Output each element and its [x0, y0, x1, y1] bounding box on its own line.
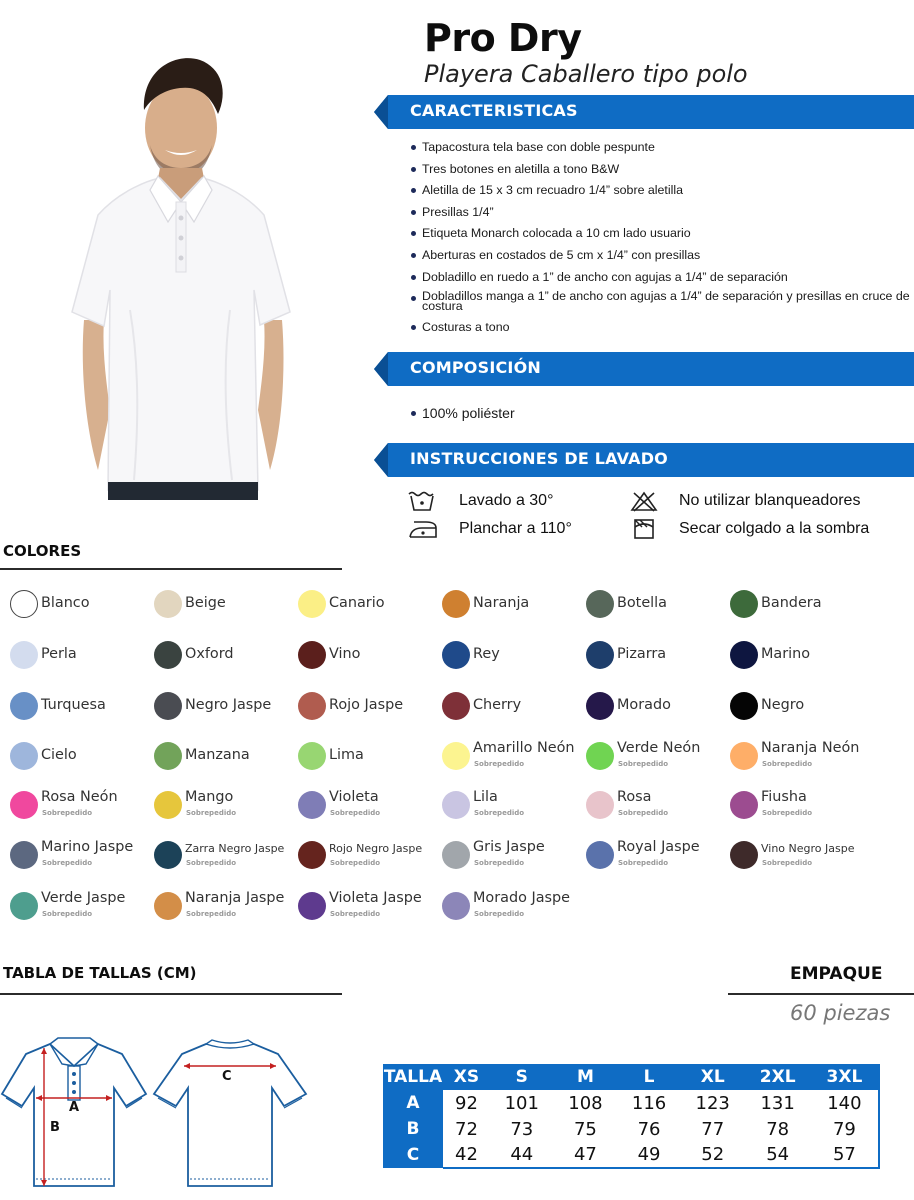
color-name: Pizarra	[617, 646, 667, 662]
size-cell: 52	[681, 1142, 745, 1168]
color-swatch	[298, 742, 326, 770]
color-swatch	[442, 692, 470, 720]
color-name: Violeta Jaspe	[329, 890, 422, 906]
sizes-title: TABLA DE TALLAS (CM)	[3, 964, 197, 982]
color-swatch	[442, 590, 470, 618]
color-name: Negro	[761, 697, 805, 713]
color-name: Cielo	[41, 747, 77, 763]
color-swatch	[154, 641, 182, 669]
size-cell: 72	[455, 1118, 478, 1140]
wash-banner	[374, 443, 914, 477]
color-note: Sobrepedido	[618, 859, 669, 867]
color-name: Cherry	[473, 697, 522, 713]
color-swatch	[298, 692, 326, 720]
color-name: Naranja	[473, 595, 530, 611]
color-name: Oxford	[185, 646, 234, 662]
color-note: Sobrepedido	[186, 809, 237, 817]
size-table-header	[383, 1064, 879, 1090]
color-swatch	[442, 641, 470, 669]
wash-title: INSTRUCCIONES DE LAVADO	[410, 449, 668, 468]
packing-divider	[728, 993, 914, 995]
color-swatch	[730, 841, 758, 869]
color-note: Sobrepedido	[762, 809, 813, 817]
color-name: Fiusha	[761, 789, 807, 805]
color-name: Marino	[761, 646, 811, 662]
color-name: Rojo Jaspe	[329, 697, 404, 713]
color-swatch	[154, 841, 182, 869]
color-note: Sobrepedido	[762, 859, 813, 867]
size-header-cell: L	[617, 1064, 681, 1090]
shirt-front-diagram	[0, 1036, 148, 1194]
color-name: Turquesa	[41, 697, 106, 713]
size-row-label: A	[383, 1090, 443, 1116]
wash-label: No utilizar blanqueadores	[679, 492, 861, 509]
size-header-cell: XL	[681, 1064, 745, 1090]
color-name: Bandera	[761, 595, 822, 611]
color-swatch	[154, 590, 182, 618]
color-swatch	[586, 692, 614, 720]
color-swatch	[10, 742, 38, 770]
size-cell: 77	[701, 1118, 725, 1140]
size-cell: 108	[568, 1092, 603, 1114]
composition-title: COMPOSICIÓN	[410, 358, 541, 377]
composition-text: 100% poliéster	[410, 405, 515, 421]
color-swatch	[10, 892, 38, 920]
color-name: Rojo Negro Jaspe	[329, 842, 423, 855]
color-name: Naranja Jaspe	[185, 890, 285, 906]
features-title: CARACTERISTICAS	[410, 101, 578, 120]
feature-item: Costuras a tono	[410, 320, 910, 334]
table-row	[383, 1116, 879, 1142]
composition-banner	[374, 352, 914, 386]
color-note: Sobrepedido	[330, 910, 381, 918]
color-note: Sobrepedido	[42, 809, 93, 817]
color-swatch	[154, 742, 182, 770]
packing-value: 60 piezas	[790, 1001, 891, 1025]
color-name: Violeta	[329, 789, 379, 805]
color-note: Sobrepedido	[474, 760, 525, 768]
color-name: Zarra Negro Jaspe	[185, 842, 285, 855]
size-cell: 123	[695, 1092, 730, 1114]
color-swatch	[730, 692, 758, 720]
size-cell: 73	[510, 1118, 534, 1140]
color-name: Lila	[473, 789, 498, 805]
color-swatch	[442, 841, 470, 869]
size-header-cell: 2XL	[745, 1064, 811, 1090]
color-name: Royal Jaspe	[617, 839, 700, 855]
no-bleach-icon	[630, 490, 658, 512]
color-note: Sobrepedido	[762, 760, 813, 768]
feature-item: Tapacostura tela base con doble pespunte	[410, 140, 910, 154]
colors-title: COLORES	[3, 542, 82, 560]
color-name: Mango	[185, 789, 234, 805]
size-cell: 42	[443, 1142, 490, 1168]
color-note: Sobrepedido	[42, 910, 93, 918]
size-cell: 57	[811, 1142, 879, 1168]
color-swatch	[10, 590, 38, 618]
size-cell: 49	[617, 1142, 681, 1168]
features-banner	[374, 95, 914, 129]
color-swatch	[586, 590, 614, 618]
feature-item: Etiqueta Monarch colocada a 10 cm lado usuario	[410, 226, 910, 240]
color-name: Amarillo Neón	[473, 740, 575, 756]
color-swatch	[442, 892, 470, 920]
color-name: Beige	[185, 595, 226, 611]
feature-item: Aletilla de 15 x 3 cm recuadro 1/4” sobre aletilla	[410, 183, 910, 197]
size-header-cell: XS	[443, 1064, 490, 1090]
color-note: Sobrepedido	[618, 809, 669, 817]
color-swatch	[298, 841, 326, 869]
color-name: Rosa	[617, 789, 652, 805]
feature-item: Aberturas en costados de 5 cm x 1/4” con presillas	[410, 248, 910, 262]
color-name: Vino Negro Jaspe	[761, 842, 855, 855]
size-cell: 79	[832, 1118, 856, 1140]
shirt-back-diagram	[150, 1036, 310, 1194]
color-name: Verde Jaspe	[41, 890, 126, 906]
table-row	[383, 1090, 879, 1116]
color-swatch	[442, 742, 470, 770]
diagram-label-c: C	[222, 1069, 232, 1084]
color-name: Naranja Neón	[761, 740, 860, 756]
wash-label: Lavado a 30°	[459, 492, 554, 509]
color-name: Perla	[41, 646, 77, 662]
color-note: Sobrepedido	[42, 859, 93, 867]
color-name: Morado Jaspe	[473, 890, 571, 906]
diagram-label-a: A	[69, 1100, 80, 1115]
size-cell: 54	[745, 1142, 811, 1168]
color-name: Gris Jaspe	[473, 839, 545, 855]
colors-divider	[0, 568, 342, 570]
color-swatch	[298, 892, 326, 920]
product-title: Pro Dry	[424, 16, 582, 60]
diagram-label-b: B	[50, 1120, 60, 1135]
color-swatch	[10, 692, 38, 720]
size-header-cell: 3XL	[811, 1064, 879, 1090]
color-swatch	[154, 692, 182, 720]
color-swatch	[298, 791, 326, 819]
size-cell: 44	[490, 1142, 554, 1168]
color-name: Canario	[329, 595, 385, 611]
size-cell: 76	[637, 1118, 661, 1140]
color-swatch	[586, 841, 614, 869]
color-name: Vino	[329, 646, 361, 662]
color-note: Sobrepedido	[618, 760, 669, 768]
wash-label: Planchar a 110°	[459, 520, 572, 537]
size-cell: 116	[631, 1092, 667, 1114]
feature-item: Dobladillos manga a 1” de ancho con agujas a 1/4” de separación y presillas en cruce de costura	[410, 291, 910, 311]
color-name: Marino Jaspe	[41, 839, 134, 855]
color-name: Rosa Neón	[41, 789, 118, 805]
color-name: Botella	[617, 595, 667, 611]
color-swatch	[10, 641, 38, 669]
color-swatch	[730, 590, 758, 618]
color-name: Lima	[329, 747, 364, 763]
color-swatch	[442, 791, 470, 819]
color-swatch	[10, 791, 38, 819]
size-cell: 131	[760, 1092, 795, 1114]
size-header-cell: S	[490, 1064, 554, 1090]
table-row	[383, 1142, 879, 1168]
size-cell: 78	[766, 1118, 790, 1140]
size-cell: 101	[504, 1092, 539, 1114]
iron-110-icon	[408, 518, 438, 540]
wash-30-icon	[408, 490, 436, 512]
feature-item: Presillas 1/4”	[410, 205, 910, 219]
color-note: Sobrepedido	[474, 910, 525, 918]
size-cell: 92	[455, 1092, 478, 1114]
color-swatch	[586, 641, 614, 669]
packing-title: EMPAQUE	[790, 964, 883, 984]
color-name: Blanco	[41, 595, 90, 611]
color-swatch	[154, 892, 182, 920]
color-note: Sobrepedido	[186, 910, 237, 918]
color-note: Sobrepedido	[186, 859, 237, 867]
color-swatch	[298, 590, 326, 618]
size-header-cell: M	[554, 1064, 618, 1090]
color-note: Sobrepedido	[474, 859, 525, 867]
size-cell: 75	[573, 1118, 597, 1140]
features-list	[410, 140, 910, 342]
color-swatch	[298, 641, 326, 669]
size-cell: 140	[827, 1092, 862, 1114]
color-note: Sobrepedido	[330, 859, 381, 867]
wash-label: Secar colgado a la sombra	[679, 520, 870, 537]
size-cell: 47	[554, 1142, 618, 1168]
color-swatch	[586, 791, 614, 819]
color-name: Manzana	[185, 747, 250, 763]
model-photo	[50, 50, 310, 500]
color-swatch	[730, 641, 758, 669]
color-swatch	[10, 841, 38, 869]
color-name: Rey	[473, 646, 500, 662]
size-header-cell: TALLA	[383, 1064, 443, 1090]
color-swatch	[730, 791, 758, 819]
feature-item: Tres botones en aletilla a tono B&W	[410, 162, 910, 176]
size-row-label: C	[383, 1142, 443, 1168]
color-swatch	[154, 791, 182, 819]
size-table	[383, 1064, 880, 1169]
color-note: Sobrepedido	[474, 809, 525, 817]
color-note: Sobrepedido	[330, 809, 381, 817]
color-name: Verde Neón	[617, 740, 701, 756]
color-name: Morado	[617, 697, 671, 713]
color-swatch	[586, 742, 614, 770]
size-row-label: B	[383, 1116, 443, 1142]
color-swatch	[730, 742, 758, 770]
dry-shade-icon	[633, 518, 655, 540]
color-name: Negro Jaspe	[185, 697, 272, 713]
sizes-divider	[0, 993, 342, 995]
product-subtitle: Playera Caballero tipo polo	[424, 60, 748, 88]
feature-item: Dobladillo en ruedo a 1” de ancho con agujas a 1/4” de separación	[410, 270, 910, 284]
